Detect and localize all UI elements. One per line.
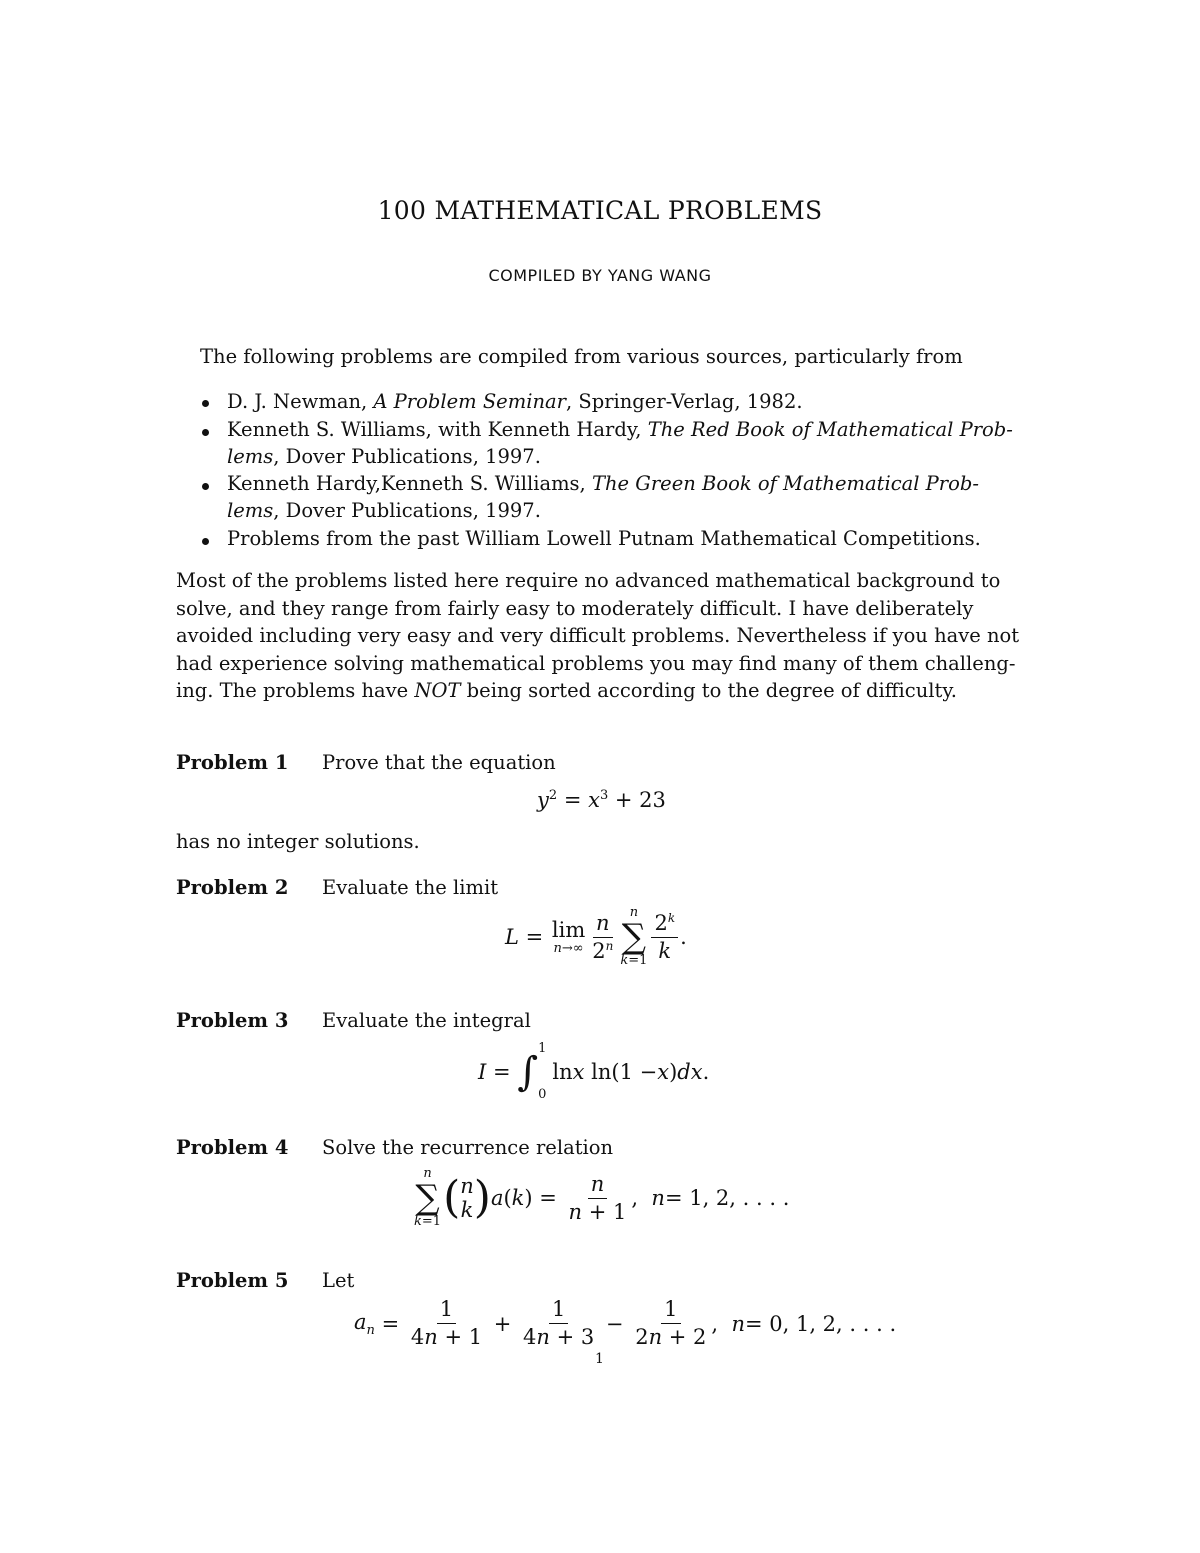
source-author: Kenneth Hardy,Kenneth S. Williams, [227,472,592,495]
source-item [227,472,979,495]
paragraph-line: ing. The problems have NOT being sorted according to the degree of difficulty. [176,679,957,702]
bullet-icon [202,400,209,407]
problem-4-label: Problem 4 [176,1136,289,1159]
document-title: 100 MATHEMATICAL PROBLEMS [377,196,823,225]
source-author: D. J. Newman, [227,390,374,413]
bullet-icon [202,429,209,436]
problem-2-label: Problem 2 [176,876,289,899]
problem-1-text: Prove that the equation [322,751,556,774]
stray-mark: 1 [595,1351,604,1367]
problem-5-text: Let [322,1269,355,1292]
source-author: Kenneth S. Williams, with Kenneth Hardy, [227,418,648,441]
paragraph-line: had experience solving mathematical problems you may find many of them challeng- [176,652,1016,675]
problem-2-text: Evaluate the limit [322,876,499,899]
problem-2-equation: L = lim n→∞ $\frac{n}{2^n}$ n ∑ k=1 $\frac{2^k}{k}$ . [505,905,687,969]
problem-3-equation: I = ∫ 1 0 ln x ln(1 − x ) dx . [478,1041,710,1102]
source-book-title: The Green Book of Mathematical Prob- [591,472,979,495]
problem-1-after: has no integer solutions. [176,830,420,853]
bullet-icon [202,538,209,545]
problem-3-text: Evaluate the integral [322,1009,531,1032]
source-item-continued [227,499,541,522]
bullet-icon [202,483,209,490]
source-item [227,390,803,413]
problem-1-label: Problem 1 [176,751,289,774]
source-publisher: , Springer-Verlag, 1982. [565,390,803,413]
emphasis-not: NOT [414,679,461,702]
paragraph-line: Most of the problems listed here require no advanced mathematical background to [176,569,1001,592]
problem-5-label: Problem 5 [176,1269,289,1292]
problem-3-label: Problem 3 [176,1009,289,1032]
source-book-title: A Problem Seminar [373,390,566,413]
source-book-title-cont: lems [227,499,274,522]
author-line: COMPILED BY YANG WANG [488,266,712,285]
problem-4-equation: n ∑ k=1 ( n k ) a ( k ) = $\frac{n}{n + 1}$ , n = 1, 2, . . . . [414,1166,790,1230]
intro-text: The following problems are compiled from various sources, particularly from [200,345,963,368]
source-publisher: , Dover Publications, 1997. [273,445,541,468]
source-item [227,418,1013,441]
paragraph-line: avoided including very easy and very difficult problems. Nevertheless if you have not [176,624,1020,647]
source-book-title: The Red Book of Mathematical Prob- [647,418,1013,441]
problem-1-equation: $y^2 = x^3 + 23$ [537,788,666,812]
source-item: Problems from the past William Lowell Putnam Mathematical Competitions. [227,527,981,550]
problem-5-equation: $a_n$ = $\frac{1}{4n + 1}$ + $\frac{1}{4n + 3}$ − $\frac{1}{2n + 2}$ , n = 0, 1, 2, . . . . [354,1297,897,1350]
source-item-continued [227,445,541,468]
paragraph-line: solve, and they range from fairly easy to moderately difficult. I have deliberately [176,597,974,620]
source-publisher: , Dover Publications, 1997. [273,499,541,522]
source-book-title-cont: lems [227,445,274,468]
problem-4-text: Solve the recurrence relation [322,1136,614,1159]
